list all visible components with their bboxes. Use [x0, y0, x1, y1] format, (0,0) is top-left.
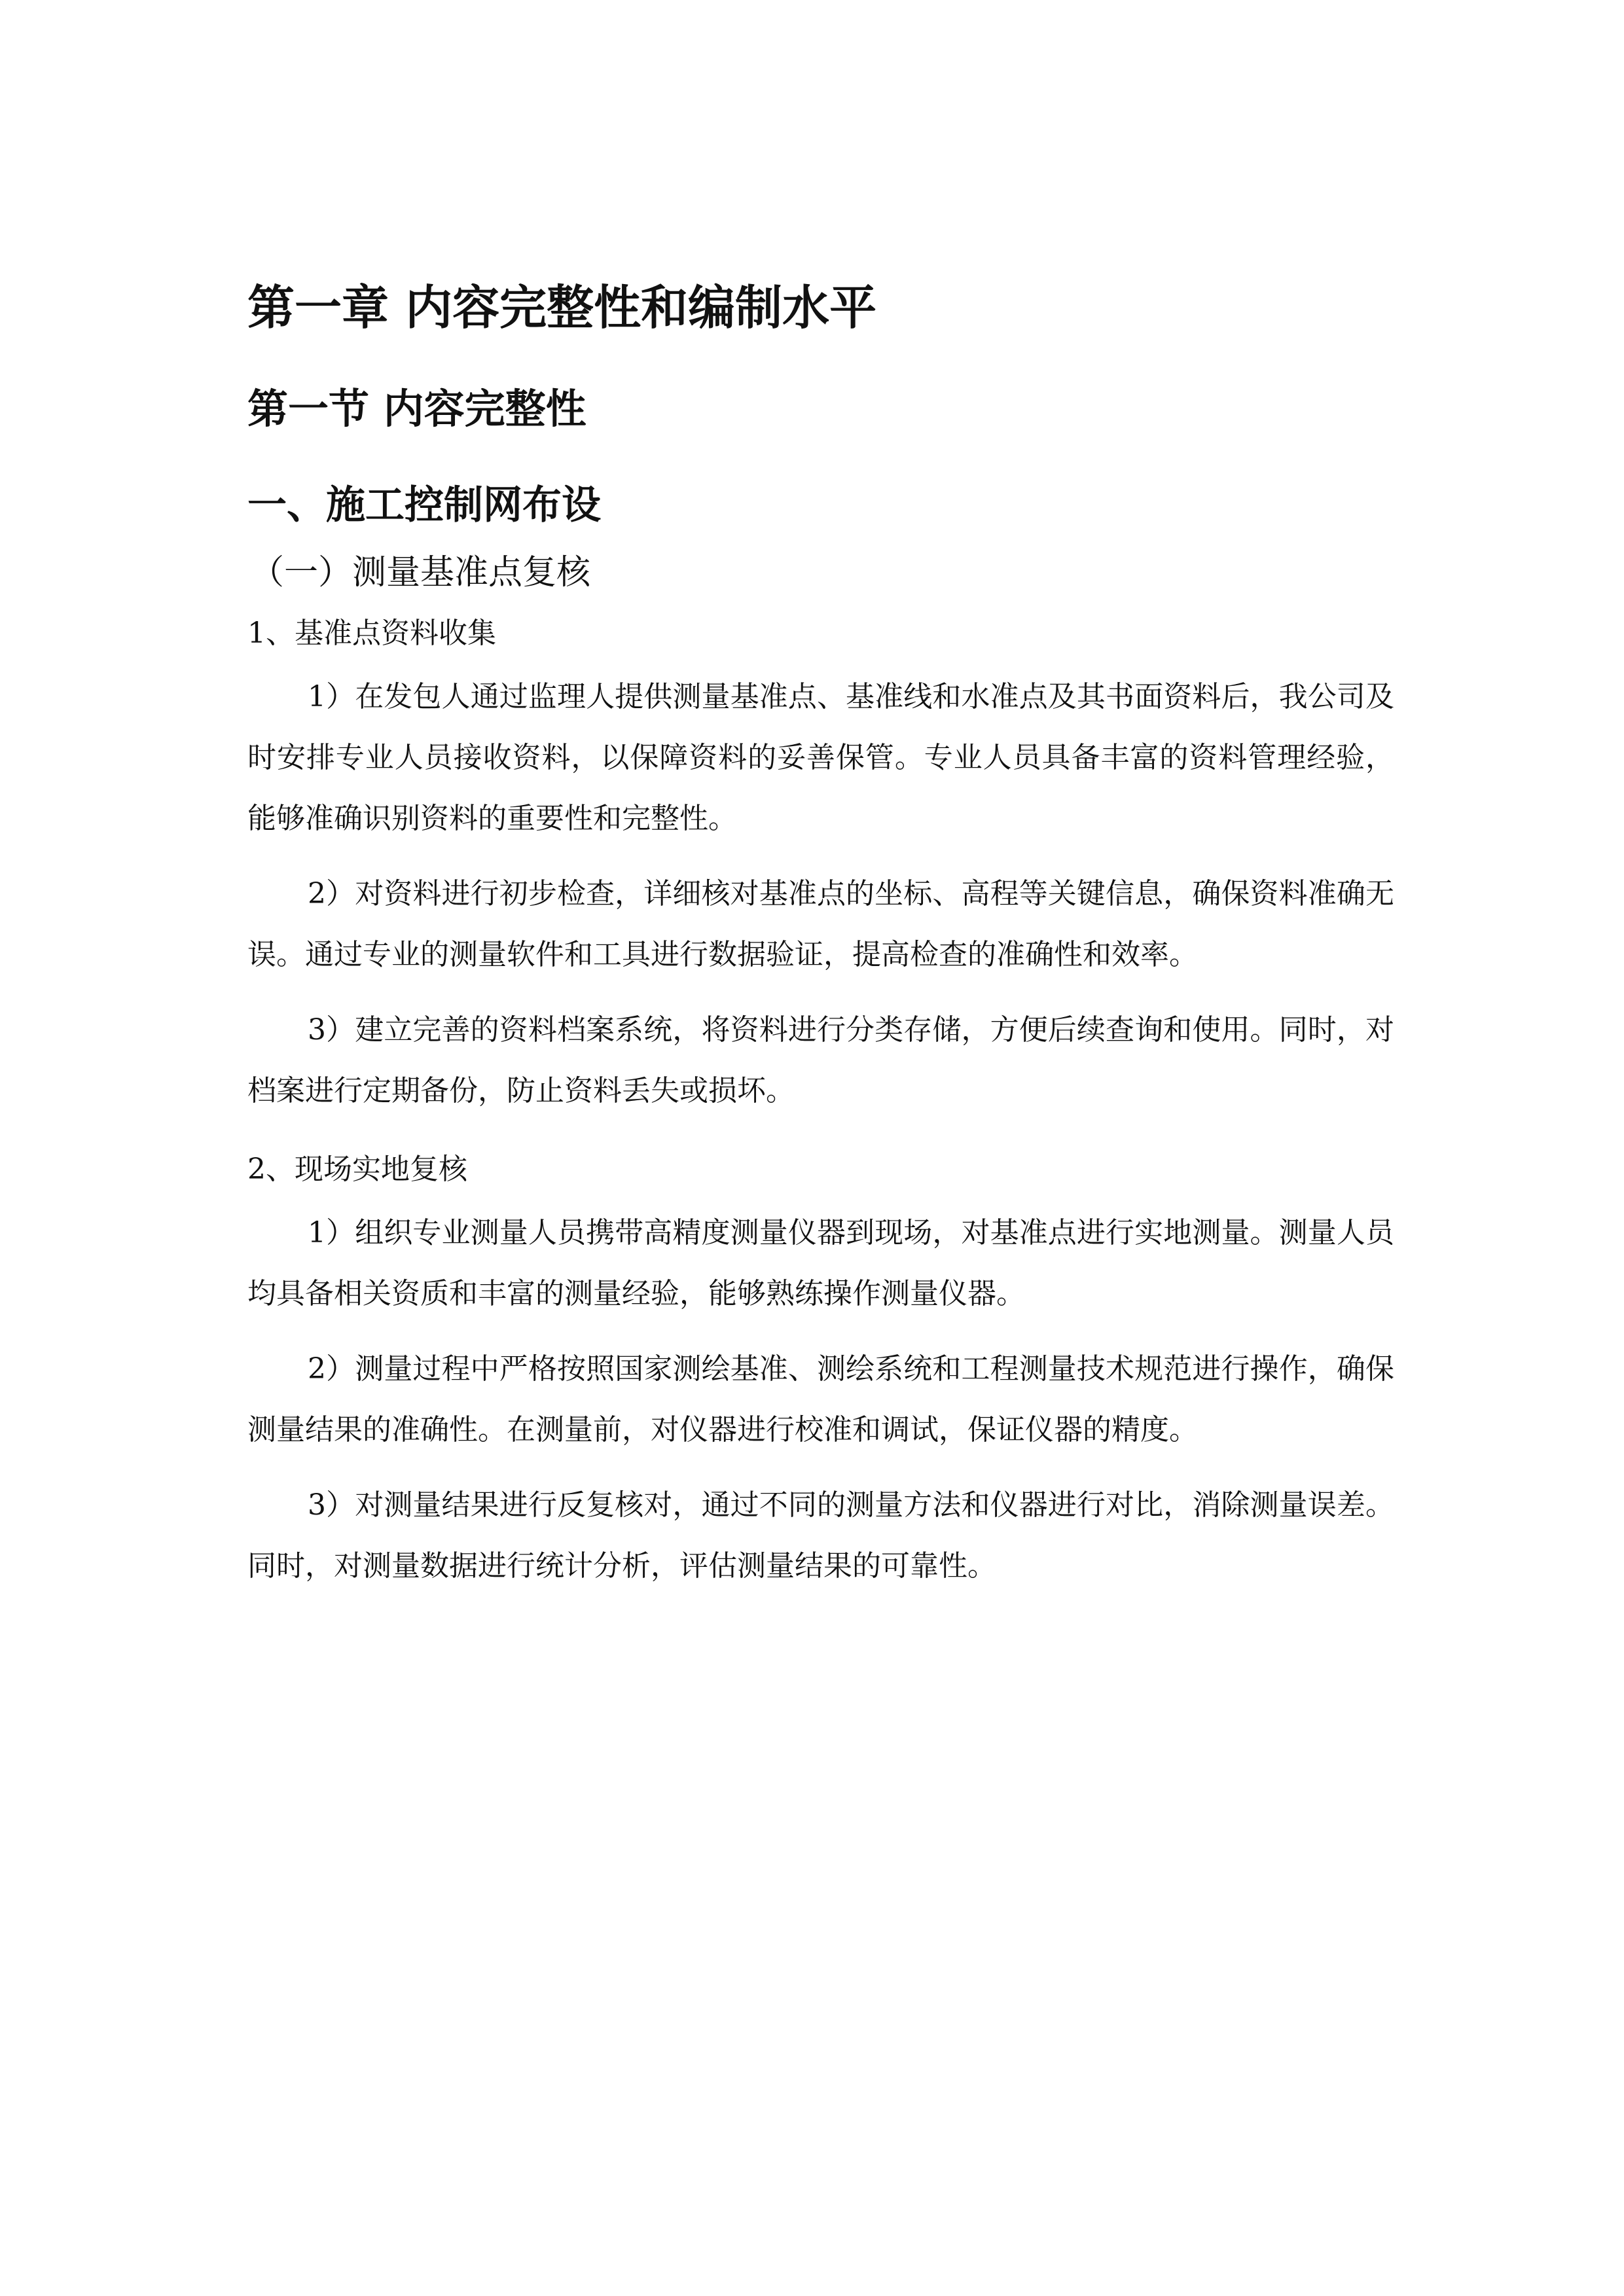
item-title-1: 1、基准点资料收集 — [247, 617, 496, 650]
paragraph-1-1: 1）在发包人通过监理人提供测量基准点、基准线和水准点及其书面资料后，我公司及时安排专业人员接收资料，以保障资料的妥善保管。专业人员具备丰富的资料管理经验，能够准确识别资料的重要性和完整性。 — [247, 680, 1394, 835]
subsection-title: 一、施工控制网布设 — [247, 482, 601, 528]
paragraph-1-2: 2）对资料进行初步检查，详细核对基准点的坐标、高程等关键信息，确保资料准确无误。通过专业的测量软件和工具进行数据验证，提高检查的准确性和效率。 — [247, 877, 1394, 971]
paragraph-2-1: 1）组织专业测量人员携带高精度测量仪器到现场，对基准点进行实地测量。测量人员均具备相关资质和丰富的测量经验，能够熟练操作测量仪器。 — [247, 1216, 1394, 1310]
paragraph-1-3: 3）建立完善的资料档案系统，将资料进行分类存储，方便后续查询和使用。同时，对档案进行定期备份，防止资料丢失或损坏。 — [247, 1013, 1394, 1107]
paragraph-2-2: 2）测量过程中严格按照国家测绘基准、测绘系统和工程测量技术规范进行操作，确保测量结果的准确性。在测量前，对仪器进行校准和调试，保证仪器的精度。 — [247, 1352, 1394, 1446]
item-title-2: 2、现场实地复核 — [247, 1153, 467, 1186]
subsub-title: （一）测量基准点复核 — [250, 553, 591, 592]
paragraph-2-3: 3）对测量结果进行反复核对，通过不同的测量方法和仪器进行对比，消除测量误差。同时，对测量数据进行统计分析，评估测量结果的可靠性。 — [247, 1488, 1394, 1583]
document-content — [247, 268, 1394, 1611]
chapter-title: 第一章 内容完整性和编制水平 — [247, 280, 877, 335]
section-title: 第一节 内容完整性 — [247, 385, 586, 433]
